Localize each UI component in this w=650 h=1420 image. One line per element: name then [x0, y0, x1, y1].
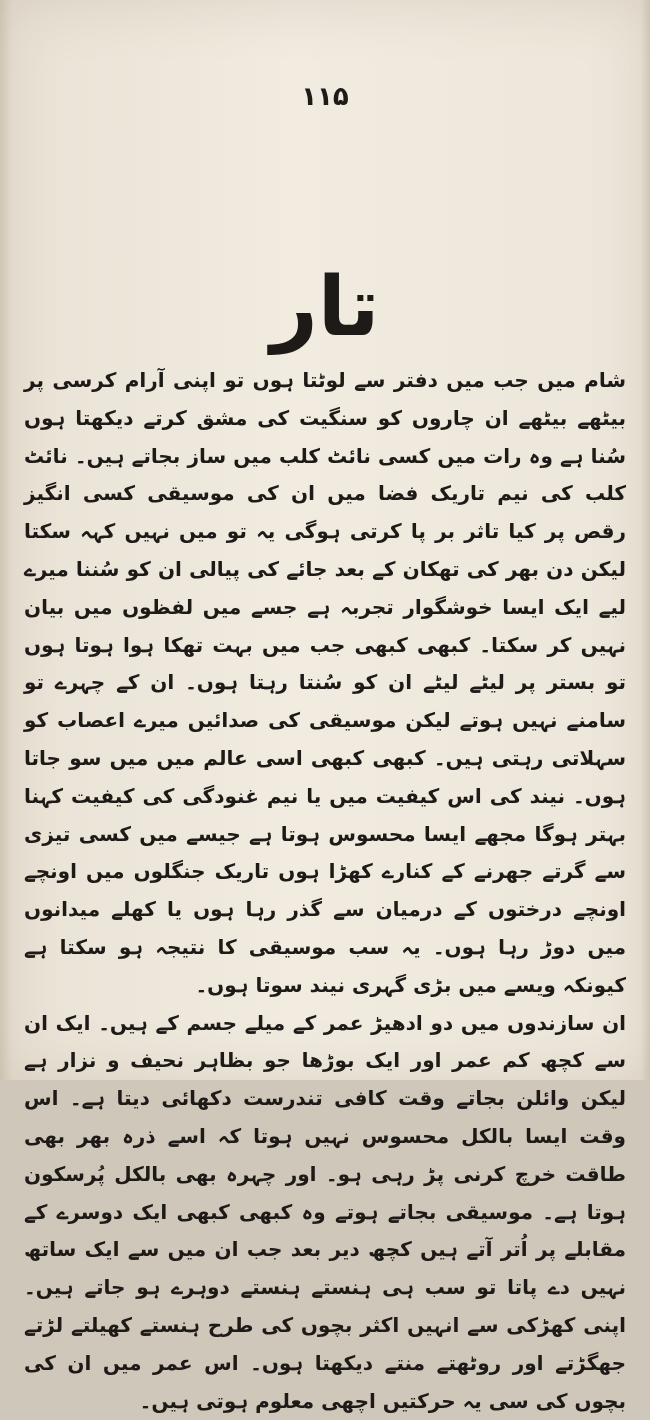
body-text [24, 362, 626, 1420]
page-number: ۱۱۵ [301, 82, 349, 112]
paragraph-1: شام میں جب میں دفتر سے لوٹتا ہوں تو اپنی آرام کرسی پر بیٹھے بیٹھے ان چاروں کو سنگیت کی مشق کرتے دیکھتا ہوں سُنا ہے وہ رات میں کسی نائٹ کلب میں ساز بجاتے ہیں۔ نائٹ کلب کی نیم تاریک فضا میں ان کی موسیقی کسی انگیز رقص پر کیا تاثر بر پا کرتی ہوگی یہ تو میں نہیں کہہ سکتا لیکن دن بھر کی تھکان کے بعد جائے کی پیالی ان کو سُننا میرے لیے ایک ایسا خوشگوار تجربہ ہے جسے میں لفظوں میں بیان نہیں کر سکتا۔ کبھی کبھی جب میں بہت تھکا ہوا ہوتا ہوں تو بستر پر لیٹے لیٹے ان کو سُنتا رہتا ہوں۔ ان کے چہرے تو سامنے نہیں ہوتے لیکن موسیقی کی صدائیں میرے اعصاب کو سہلاتی رہتی ہیں۔ کبھی کبھی اسی عالم میں میں سو جاتا ہوں۔ نیند کی اس کیفیت میں یا نیم غنودگی کی کیفیت کہنا بہتر ہوگا مجھے ایسا محسوس ہوتا ہے جیسے میں کسی تیزی سے گرتے جھرنے کے کنارے کھڑا ہوں تاریک جنگلوں میں اونچے اونچے درختوں کے درمیان سے گذر رہا ہوں یا کھلے میدانوں میں دوڑ رہا ہوں۔ یہ سب موسیقی کا نتیجہ ہو سکتا ہے کیونکہ ویسے میں بڑی گہری نیند سوتا ہوں۔ [24, 368, 626, 997]
page-left-shadow [0, 0, 12, 1080]
chapter-title: تار [270, 260, 380, 355]
page-right-shadow [640, 0, 650, 1080]
paragraph-2: ان سازندوں میں دو ادھیڑ عمر کے میلے جسم کے ہیں۔ ایک ان سے کچھ کم عمر اور ایک بوڑھا جو بظاہر نحیف و نزار ہے لیکن وائلن بجاتے وقت کافی تندرست دکھائی دیتا ہے۔ اس وقت ایسا بالکل محسوس نہیں ہوتا کہ اسے ذرہ بھر بھی طاقت خرچ کرنی پڑ رہی ہو۔ اور چہرہ بھی بالکل پُرسکون ہوتا ہے۔ موسیقی بجاتے ہوتے وہ کبھی کبھی ایک دوسرے کے مقابلے پر اُتر آتے ہیں کچھ دیر بعد جب ان میں سے ایک ساتھ نہیں دے پاتا تو سب ہی ہنستے ہنستے دوہرے ہو جاتے ہیں۔ اپنی کھڑکی سے انہیں اکثر بچوں کی طرح ہنستے کھیلتے لڑتے جھگڑتے اور روٹھتے منتے دیکھتا ہوں۔ اس عمر میں ان کی بچوں کی سی یہ حرکتیں اچھی معلوم ہوتی ہیں۔ [24, 1010, 626, 1413]
